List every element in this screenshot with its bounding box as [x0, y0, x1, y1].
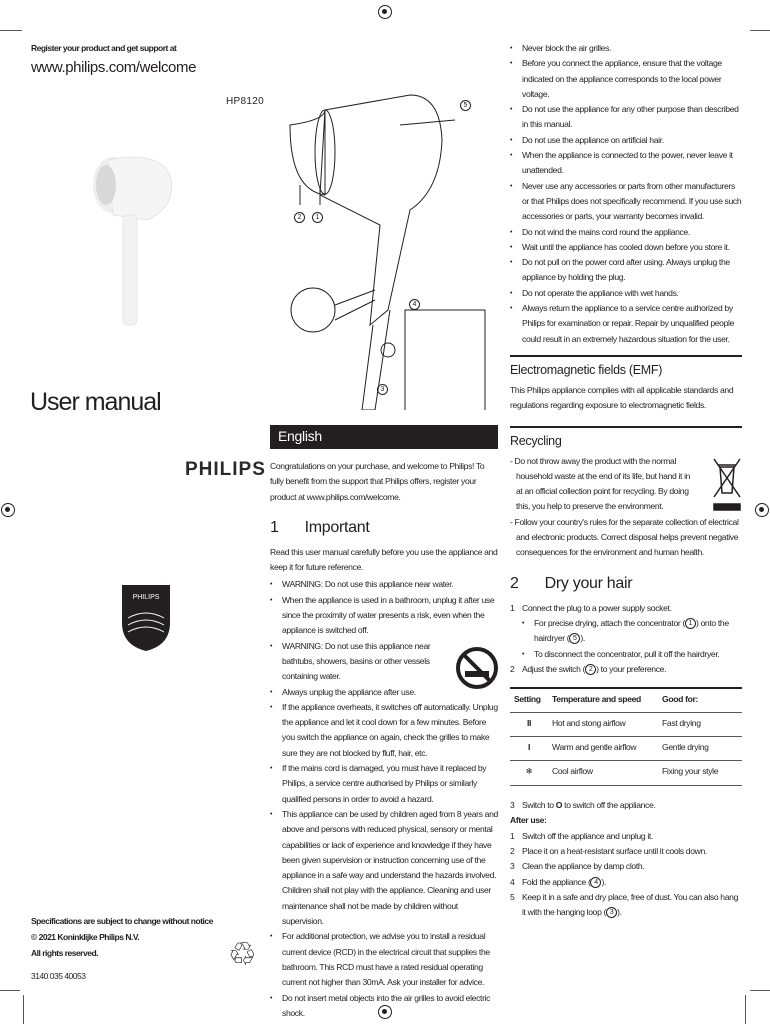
- document-number: 3140 035 40053: [31, 971, 86, 981]
- after-use-heading: After use:: [510, 815, 547, 826]
- step-text: Keep it in a safe and dry place, free of dust. You can also hang it with the hanging loop (: [522, 891, 739, 918]
- callout-2: 2: [585, 664, 596, 675]
- list-item: • To disconnect the concentrator, pull it off the hairdryer.: [522, 647, 742, 662]
- hairdryer-photo: [78, 145, 178, 345]
- list-item: • Before you connect the appliance, ensure that the voltage indicated on the appliance corresponds to the local power voltage.: [510, 56, 742, 102]
- callout-3: 3: [377, 384, 388, 395]
- list-item: • Do not use the appliance on artificial hair.: [510, 133, 742, 148]
- registration-mark-icon: [755, 503, 769, 517]
- step-text: Fold the appliance (: [522, 876, 591, 887]
- callout-5: 5: [460, 100, 471, 111]
- svg-text:PHILIPS: PHILIPS: [132, 594, 160, 601]
- weee-crossed-bin-icon: [712, 455, 742, 513]
- list-item: • Always return the appliance to a service centre authorized by Philips for examination or repair. Repair by unqualified people could result in an extremely hazardous situation for the user.: [510, 301, 742, 347]
- step-text: ) to your preference.: [596, 663, 667, 674]
- after-use-steps: [510, 829, 742, 921]
- table-cell: Hot and stong airflow: [548, 713, 658, 737]
- callout-5: 5: [569, 633, 580, 644]
- crop-mark: [745, 995, 746, 1024]
- sub-list: [522, 616, 742, 662]
- section-number: 2: [510, 574, 519, 592]
- hairdryer-diagram: [280, 80, 505, 410]
- list-item: [510, 844, 742, 859]
- table-row: [510, 737, 742, 761]
- step-number: 1: [510, 830, 515, 841]
- emf-heading: Electromagnetic fields (EMF): [510, 355, 742, 377]
- philips-shield-logo: [120, 583, 172, 653]
- list-item: • WARNING: Do not use this appliance near water.: [270, 577, 498, 592]
- recycling-heading: Recycling: [510, 426, 742, 448]
- list-item: • When the appliance is used in a bathroom, unplug it after use since the proximity of water presents a risk, even when the appliance is switched off.: [270, 593, 498, 639]
- list-item: • If the mains cord is damaged, you must have it replaced by Philips, a service centre authorised by Philips or similarly qualified persons in order to avoid a hazard.: [270, 761, 498, 807]
- registration-mark-icon: [1, 503, 15, 517]
- step-text: Adjust the switch (: [522, 663, 586, 674]
- recycling-text: - Do not throw away the product with the normal household waste at the end of its life, but hand it in at an official collection point for recycling. By doing this, you help to preserve the environment.: [510, 455, 691, 512]
- philips-wordmark: PHILIPS: [185, 459, 266, 480]
- off-step: [510, 798, 742, 813]
- callout-1: 1: [312, 212, 323, 223]
- safety-list-continued: [510, 41, 742, 347]
- list-item: • Do not pull on the power cord after using. Always unplug the appliance by holding the plug.: [510, 255, 742, 286]
- list-item: [510, 875, 742, 890]
- step-number: 1: [510, 602, 515, 613]
- step-text: For precise drying, attach the concentrator (: [534, 617, 685, 628]
- hot-setting-icon: II: [510, 713, 548, 737]
- column-header: Setting: [510, 688, 548, 713]
- cool-setting-icon: ❄: [510, 761, 548, 786]
- table-row: [510, 713, 742, 737]
- callout-1: 1: [685, 618, 696, 629]
- list-item: • Do not operate the appliance with wet hands.: [510, 286, 742, 301]
- language-bar: English: [270, 425, 498, 449]
- table-cell: Fast drying: [658, 713, 742, 737]
- crop-mark: [750, 30, 770, 31]
- registration-mark-icon: [378, 5, 392, 19]
- register-text: Register your product and get support at: [31, 43, 177, 53]
- list-item: [510, 798, 742, 813]
- step-text: ) onto the hairdryer (: [534, 617, 729, 644]
- step-text: to switch off the appliance.: [564, 800, 656, 811]
- step-text: Switch off the appliance and unplug it.: [522, 830, 653, 841]
- step-number: 5: [510, 891, 515, 902]
- intro-text: Congratulations on your purchase, and welcome to Philips! To fully benefit from the support that Philips offers, register your product at www.philips.com/welcome.: [270, 461, 485, 502]
- model-number: HP8120: [226, 96, 264, 107]
- list-item: • Do not use the appliance for any other purpose than described in this manual.: [510, 102, 742, 133]
- callout-4: 4: [409, 299, 420, 310]
- step-text: ).: [601, 876, 607, 887]
- list-item: [510, 601, 742, 662]
- specs-notice: [31, 913, 213, 961]
- list-item: • Never block the air grilles.: [510, 41, 742, 56]
- step-number: 2: [510, 663, 515, 674]
- column-header: Good for:: [658, 688, 742, 713]
- list-item: • Do not wind the mains cord round the appliance.: [510, 225, 742, 240]
- step-number: 3: [510, 861, 515, 872]
- list-item: [522, 616, 742, 647]
- copyright-line: © 2021 Koninklijke Philips N.V.: [31, 932, 140, 942]
- section-1-intro: Read this user manual carefully before you use the appliance and keep it for future reference.: [270, 546, 498, 573]
- warm-setting-icon: I: [510, 737, 548, 761]
- crop-mark: [0, 30, 22, 31]
- list-item: • This appliance can be used by children aged from 8 years and above and persons with reduced physical, sensory or mental capabilities or lack of experience and knowledge if they have been given supervision or instruction concerning use of the appliance in a safe way and understand the hazards involved. Children shall not play with the appliance. Cleaning and user maintenance shall not be made by children without supervision.: [270, 807, 498, 929]
- section-1-heading: [270, 519, 498, 537]
- step-text: Connect the plug to a power supply socket.: [522, 602, 672, 613]
- english-section: [270, 425, 498, 1021]
- section-2-heading: [510, 575, 742, 593]
- list-item: • When the appliance is connected to the power, never leave it unattended.: [510, 148, 742, 179]
- table-row: [510, 761, 742, 786]
- table-cell: Cool airflow: [548, 761, 658, 786]
- section-number: 1: [270, 518, 279, 536]
- crop-mark: [23, 995, 24, 1024]
- crop-mark: [750, 990, 770, 991]
- right-column: [510, 41, 742, 920]
- welcome-url[interactable]: www.philips.com/welcome: [31, 59, 197, 76]
- list-item: • Do not insert metal objects into the air grilles to avoid electric shock.: [270, 991, 498, 1022]
- callout-3: 3: [606, 907, 617, 918]
- list-item: [510, 829, 742, 844]
- list-item: [510, 662, 742, 677]
- step-number: 4: [510, 876, 515, 887]
- no-bathtub-warning-icon: [455, 643, 499, 693]
- document-title: User manual: [30, 388, 161, 416]
- step-text: Place it on a heat-resistant surface until it cools down.: [522, 845, 707, 856]
- list-item: [510, 859, 742, 874]
- recycle-icon: ♲: [228, 936, 257, 972]
- step-text: ).: [580, 633, 585, 644]
- step-number: 3: [510, 800, 515, 811]
- emf-text: This Philips appliance complies with all applicable standards and regulations regarding exposure to electromagnetic fields.: [510, 384, 734, 411]
- column-header: Temperature and speed: [548, 688, 658, 713]
- list-item: • If the appliance overheats, it switches off automatically. Unplug the appliance and let it cool down for a few minutes. Before you switch the appliance on again, check the grilles to make sure they are not blocked by fluff, hair, etc.: [270, 700, 498, 761]
- dry-steps: [510, 601, 742, 677]
- rights-line: All rights reserved.: [31, 948, 99, 958]
- settings-table: [510, 687, 742, 786]
- list-item: • WARNING: Do not use this appliance near bathtubs, showers, basins or other vessels containing water.: [270, 639, 498, 685]
- step-number: 2: [510, 845, 515, 856]
- table-header-row: [510, 688, 742, 713]
- step-text: Clean the appliance by damp cloth.: [522, 861, 645, 872]
- list-item: • For additional protection, we advise you to install a residual current device (RCD) in the electrical circuit that supplies the bathroom. This RCD must have a rated residual operating current not higher than 30mA. Ask your installer for advice.: [270, 929, 498, 990]
- list-item: • Never use any accessories or parts from other manufacturers or that Philips does not specifically recommend. If you use such accessories or parts, your warranty becomes invalid.: [510, 179, 742, 225]
- list-item: • Always unplug the appliance after use.: [270, 685, 498, 700]
- callout-4: 4: [590, 877, 601, 888]
- list-item: [510, 890, 742, 921]
- section-title: Important: [304, 518, 370, 536]
- step-text: ).: [617, 907, 622, 918]
- callout-2: 2: [294, 212, 305, 223]
- step-text: Switch to: [522, 800, 554, 811]
- table-cell: Gentle drying: [658, 737, 742, 761]
- list-item: • Wait until the appliance has cooled down before you store it.: [510, 240, 742, 255]
- crop-mark: [0, 990, 20, 991]
- specs-line: Specifications are subject to change without notice: [31, 916, 213, 926]
- section-title: Dry your hair: [544, 574, 633, 592]
- table-cell: Warm and gentle airflow: [548, 737, 658, 761]
- off-setting-icon: O: [555, 800, 563, 811]
- recycling-text: - Follow your country's rules for the separate collection of electrical and electronic products. Correct disposal helps prevent negative consequences for the environment and human health.: [510, 516, 739, 558]
- table-cell: Fixing your style: [658, 761, 742, 786]
